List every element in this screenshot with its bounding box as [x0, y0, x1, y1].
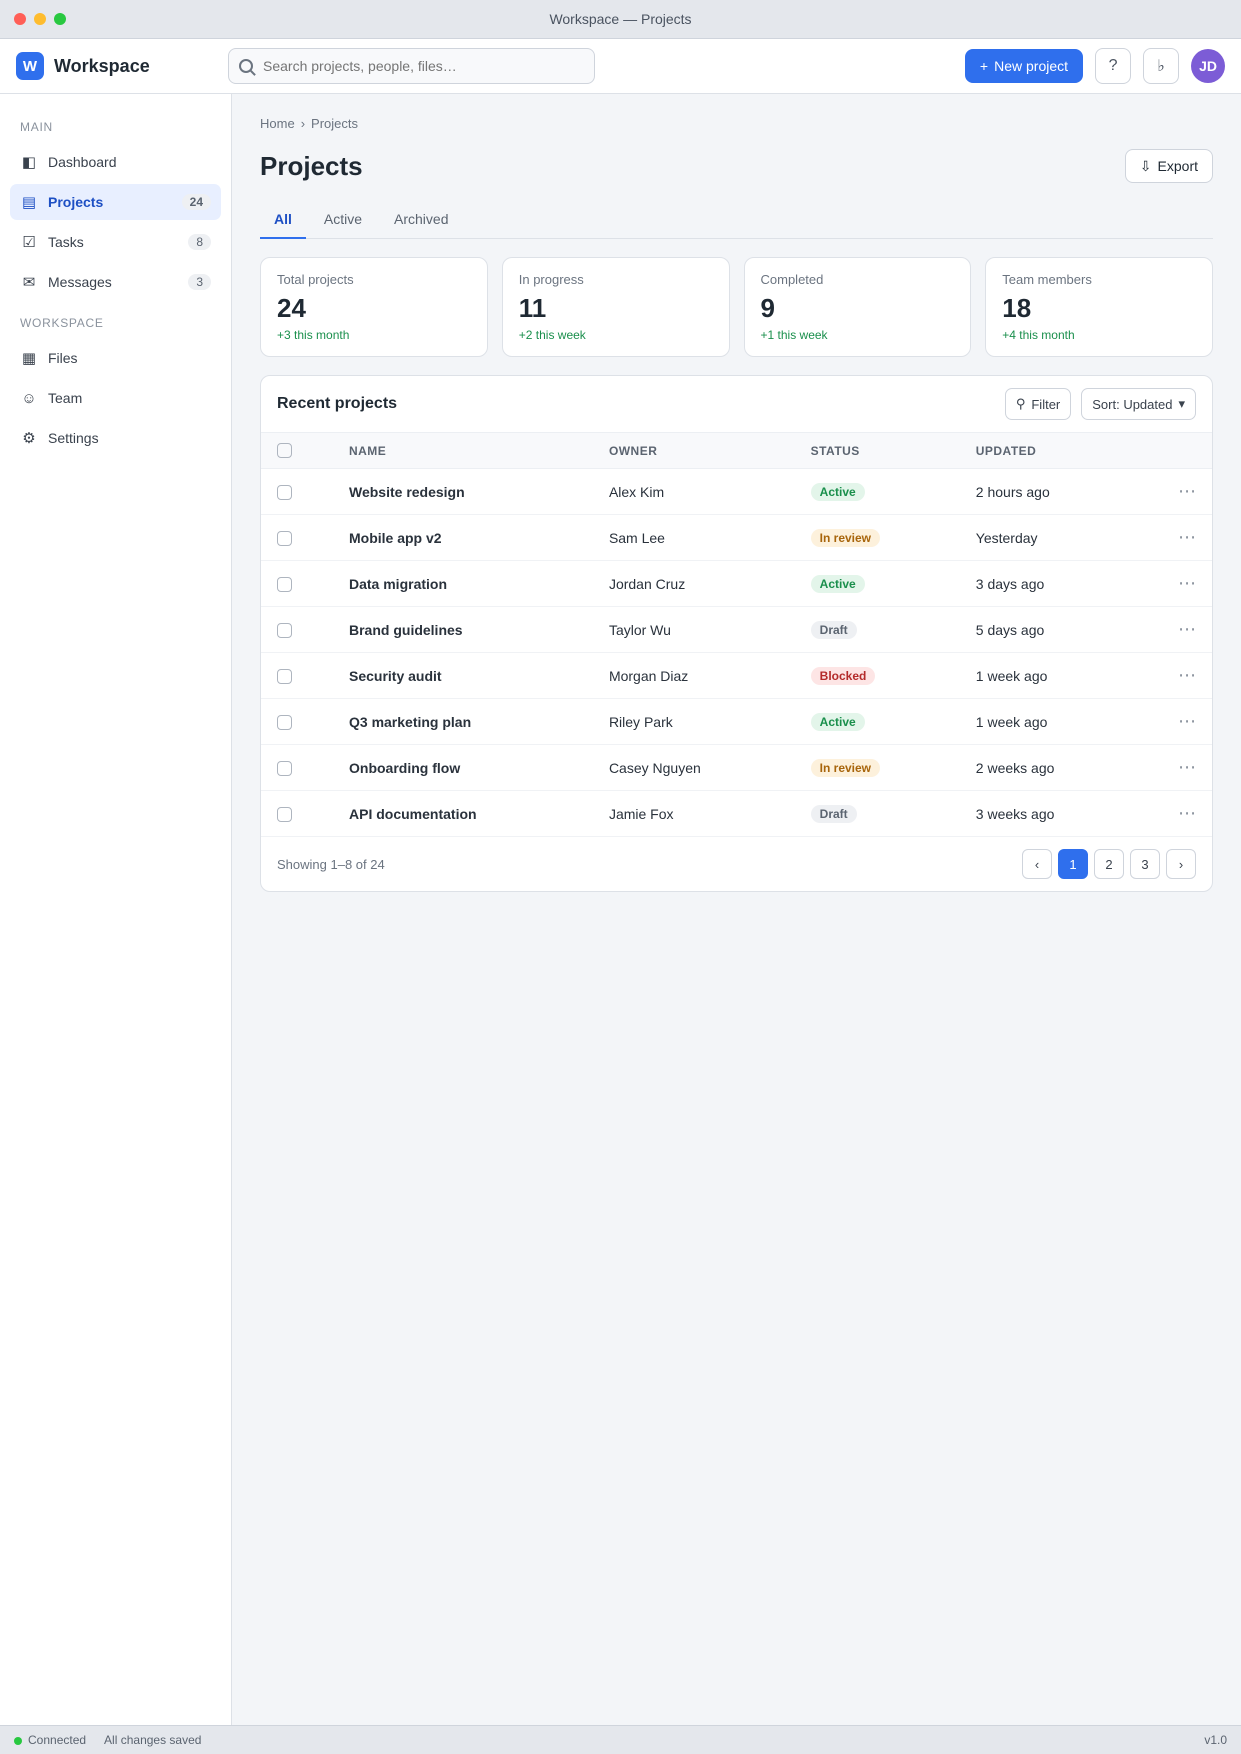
- app-logo: W: [16, 52, 44, 80]
- sidebar-item-count: 24: [182, 194, 211, 210]
- close-window-icon[interactable]: [14, 13, 26, 25]
- search-input[interactable]: [261, 57, 584, 75]
- project-owner: Morgan Diaz: [593, 653, 795, 699]
- panel-header: [261, 376, 1212, 433]
- connection-status: [14, 1733, 86, 1747]
- app-version: v1.0: [1204, 1733, 1227, 1747]
- project-updated: 5 days ago: [960, 607, 1140, 653]
- column-header-owner[interactable]: OWNER: [593, 433, 795, 469]
- project-owner: Taylor Wu: [593, 607, 795, 653]
- status-badge: In review: [811, 529, 880, 547]
- project-owner: Jordan Cruz: [593, 561, 795, 607]
- help-icon[interactable]: ?: [1095, 48, 1131, 84]
- page-number-button[interactable]: 2: [1094, 849, 1124, 879]
- sidebar-item-label: Team: [48, 390, 83, 406]
- stat-value: 18: [1002, 293, 1032, 323]
- stat-delta: +1 this week: [760, 328, 828, 342]
- row-select-cell: [261, 561, 333, 607]
- tasks-icon: ☑: [22, 234, 36, 251]
- connection-status-icon: [14, 1737, 22, 1745]
- team-icon: ☺: [21, 389, 37, 407]
- sidebar-item-settings[interactable]: [10, 420, 221, 456]
- sidebar-item-messages[interactable]: [10, 264, 221, 300]
- status-badge: Active: [811, 483, 865, 501]
- window-controls: [14, 13, 66, 25]
- project-updated: 3 weeks ago: [960, 791, 1140, 837]
- plus-icon: +: [979, 58, 989, 74]
- more-options-icon[interactable]: ⋯: [1140, 699, 1212, 745]
- stat-delta: +2 this week: [518, 328, 586, 342]
- project-owner: Alex Kim: [593, 469, 795, 515]
- more-options-icon[interactable]: ⋯: [1140, 791, 1212, 837]
- column-header-status[interactable]: STATUS: [795, 433, 960, 469]
- project-owner: Sam Lee: [593, 515, 795, 561]
- select-all-cell: [261, 433, 333, 469]
- connection-label: Connected: [28, 1733, 87, 1747]
- search-box[interactable]: [228, 48, 595, 84]
- table-row[interactable]: [261, 607, 1212, 653]
- project-name[interactable]: Mobile app v2: [333, 515, 593, 561]
- sidebar-item-dashboard[interactable]: [10, 144, 221, 180]
- stat-label: Total projects: [277, 272, 354, 287]
- row-select-cell: [261, 699, 333, 745]
- page-number-button[interactable]: 3: [1130, 849, 1160, 879]
- avatar[interactable]: JD: [1191, 49, 1225, 83]
- tab-archived[interactable]: Archived: [394, 211, 449, 227]
- sidebar-item-projects[interactable]: [10, 184, 221, 220]
- sidebar-item-files[interactable]: [10, 340, 221, 376]
- page-title: Projects: [260, 150, 363, 181]
- status-badge: Active: [811, 575, 865, 593]
- breadcrumb: [260, 116, 1213, 131]
- stat-value: 24: [277, 293, 306, 323]
- sidebar-item-label: Projects: [48, 194, 104, 210]
- sidebar-item-count: 8: [188, 234, 211, 250]
- row-checkbox[interactable]: [277, 669, 292, 684]
- sidebar-item-label: Tasks: [48, 234, 84, 250]
- project-owner: Riley Park: [593, 699, 795, 745]
- stat-label: In progress: [518, 272, 584, 287]
- table-header-row: [261, 433, 1212, 469]
- app-body: [0, 94, 1241, 1725]
- project-name[interactable]: API documentation: [333, 791, 593, 837]
- messages-icon: ✉: [22, 274, 36, 291]
- brand[interactable]: [16, 52, 216, 80]
- status-cell: [795, 515, 960, 561]
- sidebar-section-main: MAIN: [20, 120, 53, 134]
- stat-card-completed: [744, 257, 972, 357]
- status-cell: [795, 469, 960, 515]
- stat-delta: +4 this month: [1002, 328, 1075, 342]
- row-checkbox[interactable]: [277, 715, 292, 730]
- sidebar-item-label: Settings: [48, 430, 99, 446]
- sidebar-item-label: Files: [48, 350, 78, 366]
- pagination-summary: Showing 1–8 of 24: [277, 856, 385, 872]
- tab-all[interactable]: All: [260, 201, 306, 239]
- minimize-window-icon[interactable]: [34, 13, 46, 25]
- column-header-actions: [1140, 433, 1212, 469]
- sidebar: [0, 94, 232, 1725]
- project-updated: Yesterday: [960, 515, 1140, 561]
- stat-delta: +3 this month: [277, 328, 350, 342]
- sort-select[interactable]: [1081, 388, 1196, 420]
- status-bar: [0, 1725, 1241, 1754]
- project-updated: 2 weeks ago: [960, 745, 1140, 791]
- table-row[interactable]: [261, 561, 1212, 607]
- more-options-icon[interactable]: ⋯: [1140, 607, 1212, 653]
- status-cell: [795, 745, 960, 791]
- status-cell: [795, 653, 960, 699]
- page-header: [260, 149, 1213, 183]
- project-name[interactable]: Q3 marketing plan: [333, 699, 593, 745]
- row-checkbox[interactable]: [277, 531, 292, 546]
- project-updated: 2 hours ago: [960, 469, 1140, 515]
- row-checkbox[interactable]: [277, 761, 292, 776]
- project-name[interactable]: Website redesign: [333, 469, 593, 515]
- more-options-icon[interactable]: ⋯: [1140, 653, 1212, 699]
- stat-card-total: [260, 257, 488, 357]
- breadcrumb-home[interactable]: Home: [260, 116, 295, 131]
- more-options-icon[interactable]: ⋯: [1140, 515, 1212, 561]
- status-badge: Blocked: [811, 667, 876, 685]
- search-icon: [239, 59, 253, 73]
- project-name[interactable]: Brand guidelines: [333, 607, 593, 653]
- sidebar-item-tasks[interactable]: [10, 224, 221, 260]
- pagination-buttons: [1022, 849, 1196, 879]
- files-icon: ▦: [21, 350, 37, 367]
- tab-bar: [260, 201, 1213, 239]
- export-button[interactable]: [1125, 149, 1213, 183]
- sidebar-item-label: Messages: [48, 274, 112, 290]
- row-select-cell: [261, 791, 333, 837]
- table-row[interactable]: [261, 653, 1212, 699]
- project-updated: 3 days ago: [960, 561, 1140, 607]
- table-row[interactable]: [261, 791, 1212, 837]
- breadcrumb-current: Projects: [311, 116, 358, 131]
- status-cell: [795, 561, 960, 607]
- row-select-cell: [261, 745, 333, 791]
- filter-label: Filter: [1031, 396, 1061, 412]
- previous-page-button[interactable]: ‹: [1022, 849, 1052, 879]
- row-select-cell: [261, 653, 333, 699]
- projects-panel: [260, 375, 1213, 892]
- stat-value: 9: [760, 293, 775, 323]
- bell-icon[interactable]: ♭: [1143, 48, 1179, 84]
- download-icon: ⇩: [1139, 157, 1152, 174]
- row-checkbox[interactable]: [277, 807, 292, 822]
- tab-active[interactable]: Active: [323, 211, 363, 227]
- chevron-down-icon: ▾: [1178, 396, 1185, 411]
- status-badge: In review: [811, 759, 880, 777]
- row-select-cell: [261, 469, 333, 515]
- projects-icon: ▤: [21, 194, 37, 211]
- project-owner: Casey Nguyen: [593, 745, 795, 791]
- project-name[interactable]: Security audit: [333, 653, 593, 699]
- main-content: [232, 94, 1241, 1725]
- new-project-label: New project: [994, 58, 1069, 74]
- project-updated: 1 week ago: [960, 653, 1140, 699]
- column-header-updated[interactable]: UPDATED: [960, 433, 1140, 469]
- row-select-cell: [261, 515, 333, 561]
- new-project-button[interactable]: [965, 49, 1083, 83]
- filter-button[interactable]: [1005, 388, 1071, 420]
- table-row[interactable]: [261, 699, 1212, 745]
- sync-status: All changes saved: [104, 1733, 202, 1747]
- gear-icon: ⚙: [22, 430, 36, 447]
- stat-label: Completed: [760, 272, 824, 287]
- row-checkbox[interactable]: [277, 485, 292, 500]
- maximize-window-icon[interactable]: [54, 13, 66, 25]
- title-bar: [0, 0, 1241, 39]
- project-owner: Jamie Fox: [593, 791, 795, 837]
- status-badge: Active: [811, 713, 865, 731]
- sidebar-item-label: Dashboard: [48, 154, 117, 170]
- status-cell: [795, 791, 960, 837]
- window-title: Workspace — Projects: [549, 11, 692, 27]
- project-updated: 1 week ago: [960, 699, 1140, 745]
- stat-card-team: [985, 257, 1213, 357]
- status-cell: [795, 699, 960, 745]
- app-name: Workspace: [54, 55, 150, 76]
- sidebar-item-team[interactable]: [10, 380, 221, 416]
- column-header-name[interactable]: NAME: [333, 433, 593, 469]
- select-all-checkbox[interactable]: [277, 443, 292, 458]
- dashboard-icon: ◧: [21, 154, 37, 171]
- stats-row: [260, 257, 1213, 357]
- table-row[interactable]: [261, 515, 1212, 561]
- sort-label: Sort: Updated: [1092, 396, 1173, 412]
- more-options-icon[interactable]: ⋯: [1140, 561, 1212, 607]
- panel-title: Recent projects: [277, 395, 398, 412]
- status-badge: Draft: [811, 621, 857, 639]
- chevron-right-icon: ›: [300, 116, 306, 131]
- stat-card-in-progress: [502, 257, 730, 357]
- top-toolbar: [0, 39, 1241, 94]
- row-checkbox[interactable]: [277, 623, 292, 638]
- row-checkbox[interactable]: [277, 577, 292, 592]
- table-row[interactable]: [261, 469, 1212, 515]
- stat-value: 11: [518, 293, 547, 323]
- next-page-button[interactable]: ›: [1166, 849, 1196, 879]
- project-name[interactable]: Data migration: [333, 561, 593, 607]
- status-badge: Draft: [811, 805, 857, 823]
- more-options-icon[interactable]: ⋯: [1140, 745, 1212, 791]
- table-row[interactable]: [261, 745, 1212, 791]
- export-label: Export: [1157, 158, 1198, 174]
- filter-icon: ⚲: [1015, 396, 1026, 411]
- project-name[interactable]: Onboarding flow: [333, 745, 593, 791]
- stat-label: Team members: [1002, 272, 1092, 287]
- status-cell: [795, 607, 960, 653]
- projects-table: [261, 433, 1212, 837]
- sidebar-section-workspace: WORKSPACE: [20, 316, 104, 330]
- sidebar-item-count: 3: [188, 274, 211, 290]
- pagination: [261, 837, 1212, 891]
- page-number-button[interactable]: 1: [1058, 849, 1088, 879]
- table-body: [261, 469, 1212, 837]
- row-select-cell: [261, 607, 333, 653]
- more-options-icon[interactable]: ⋯: [1140, 469, 1212, 515]
